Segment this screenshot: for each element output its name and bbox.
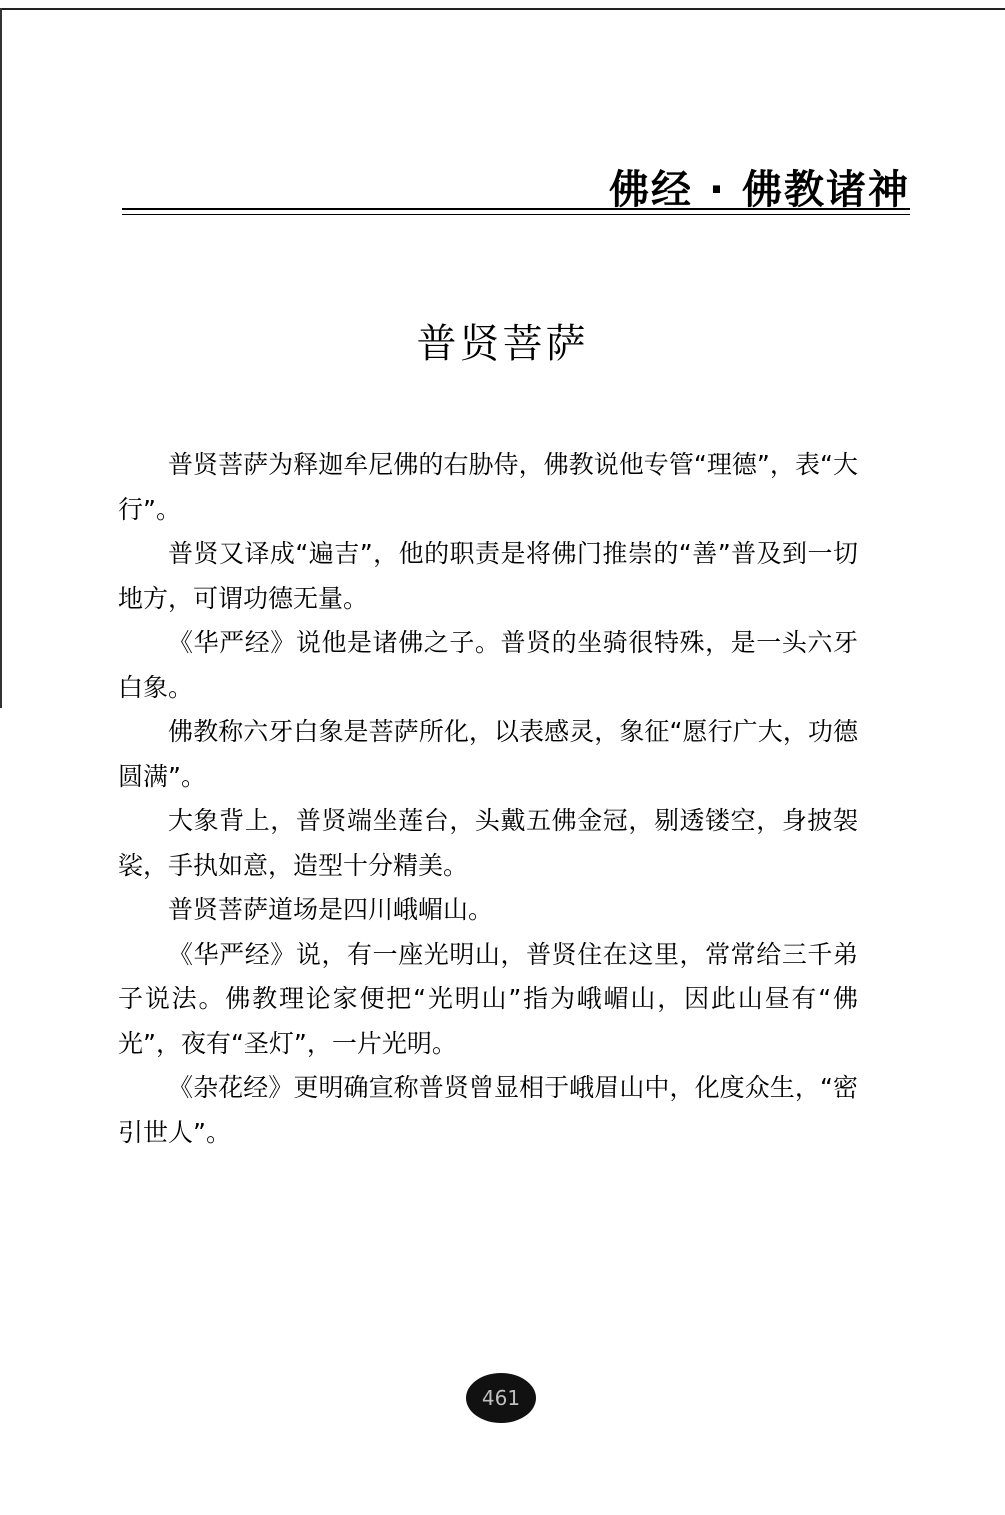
- page-top-edge: [0, 8, 1005, 10]
- paragraph-1: 普贤菩萨为释迦牟尼佛的右胁侍，佛教说他专管“理德”，表“大行”。: [118, 450, 858, 524]
- paragraph-7: 《华严经》说，有一座光明山，普贤住在这里，常常给三千弟子说法。佛教理论家便把“光明山”指为峨嵋山，因此山昼有“佛光”，夜有“圣灯”，一片光明。: [118, 939, 858, 1058]
- paragraph-2: 普贤又译成“遍吉”，他的职责是将佛门推崇的“善”普及到一切地方，可谓功德无量。: [118, 539, 858, 613]
- paragraph-3: 《华严经》说他是诸佛之子。普贤的坐骑很特殊，是一头六牙白象。: [118, 628, 858, 702]
- page-number-badge: 461: [466, 1373, 536, 1423]
- section-header-title: 佛经 · 佛教诸神: [608, 167, 910, 213]
- paragraph-8: 《杂花经》更明确宣称普贤曾显相于峨眉山中，化度众生，“密引世人”。: [118, 1073, 858, 1147]
- article-body: [118, 443, 858, 1155]
- article-title: 普贤菩萨: [416, 321, 589, 367]
- paragraph-4: 佛教称六牙白象是菩萨所化，以表感灵，象征“愿行广大，功德圆满”。: [118, 717, 858, 791]
- paragraph-5: 大象背上，普贤端坐莲台，头戴五佛金冠，剔透镂空，身披袈裟，手执如意，造型十分精美。: [118, 806, 858, 880]
- header-rule: [122, 208, 910, 215]
- paragraph-6: 普贤菩萨道场是四川峨嵋山。: [168, 895, 494, 924]
